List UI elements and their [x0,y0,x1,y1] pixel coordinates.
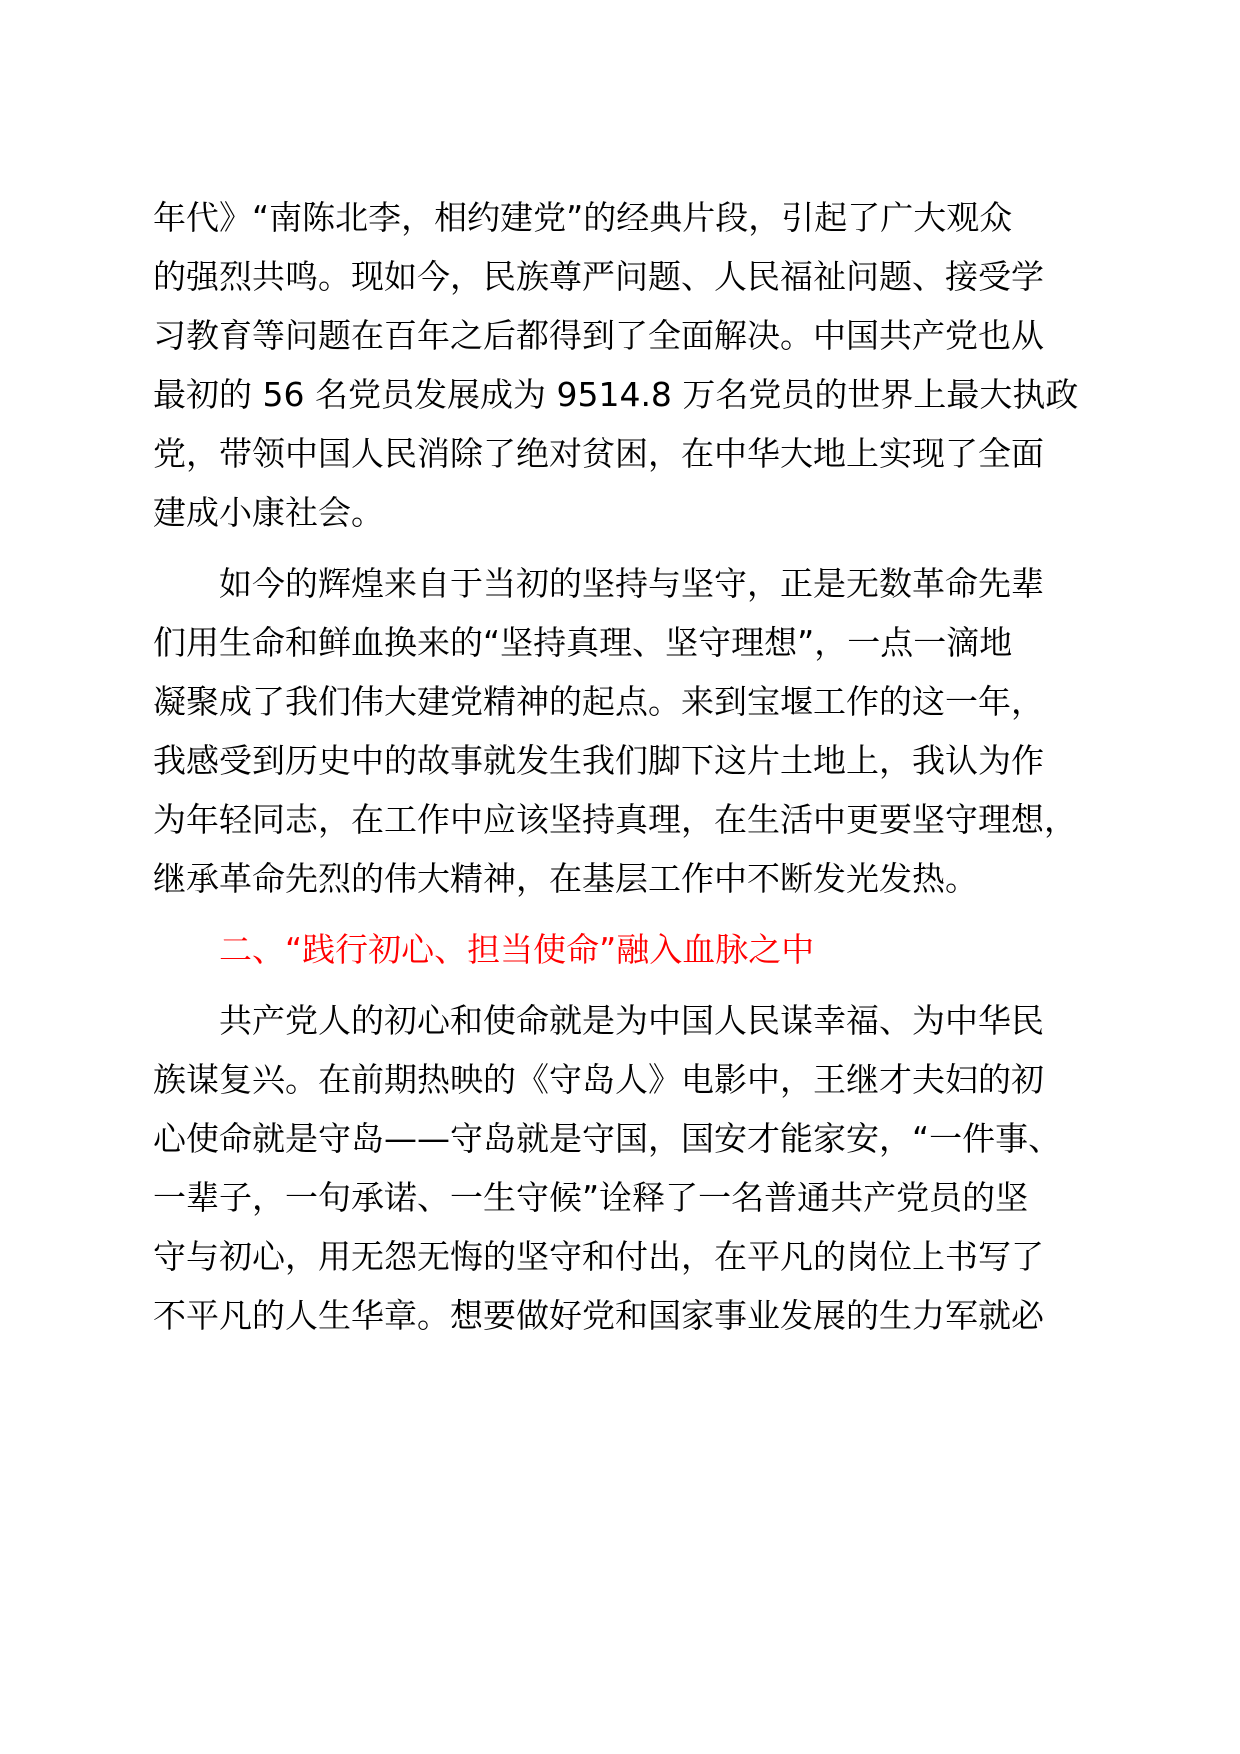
paragraph-3-line-4: 一辈子，一句承诺、一生守候”诠释了一名普通共产党员的坚 [153,1178,1029,1217]
paragraph-2-line-5: 为年轻同志，在工作中应该坚持真理，在生活中更要坚守理想， [153,800,1077,839]
paragraph-3-line-1: 共产党人的初心和使命就是为中国人民谋幸福、为中华民 [219,1001,1044,1040]
paragraph-1-line-4: 最初的 56 名党员发展成为 9514.8 万名党员的世界上最大执政 [153,375,1079,414]
paragraph-2-line-4: 我感受到历史中的故事就发生我们脚下这片土地上，我认为作 [153,741,1044,780]
paragraph-2-line-2: 们用生命和鲜血换来的“坚持真理、坚守理想”，一点一滴地 [153,623,1013,662]
paragraph-1-line-2: 的强烈共鸣。现如今，民族尊严问题、人民福祉问题、接受学 [153,257,1044,296]
paragraph-1-line-3: 习教育等问题在百年之后都得到了全面解决。中国共产党也从 [153,316,1044,355]
paragraph-2-line-6: 继承革命先烈的伟大精神，在基层工作中不断发光发热。 [153,859,978,898]
paragraph-2-line-1: 如今的辉煌来自于当初的坚持与坚守，正是无数革命先辈 [219,564,1044,603]
paragraph-3-line-3: 心使命就是守岛——守岛就是守国，国安才能家安，“一件事、 [153,1119,1062,1158]
paragraph-1-line-1: 年代》“南陈北李，相约建党”的经典片段，引起了广大观众 [153,198,1013,237]
paragraph-3-line-6: 不平凡的人生华章。想要做好党和国家事业发展的生力军就必 [153,1296,1044,1335]
paragraph-1-line-5: 党，带领中国人民消除了绝对贫困，在中华大地上实现了全面 [153,434,1044,473]
paragraph-3-line-5: 守与初心，用无怨无悔的坚守和付出，在平凡的岗位上书写了 [153,1237,1044,1276]
paragraph-2-line-3: 凝聚成了我们伟大建党精神的起点。来到宝堰工作的这一年， [153,682,1044,721]
paragraph-1-line-6: 建成小康社会。 [153,493,384,532]
paragraph-3-line-2: 族谋复兴。在前期热映的《守岛人》电影中，王继才夫妇的初 [153,1060,1044,1099]
section-heading: 二、“践行初心、担当使命”融入血脉之中 [219,930,815,969]
